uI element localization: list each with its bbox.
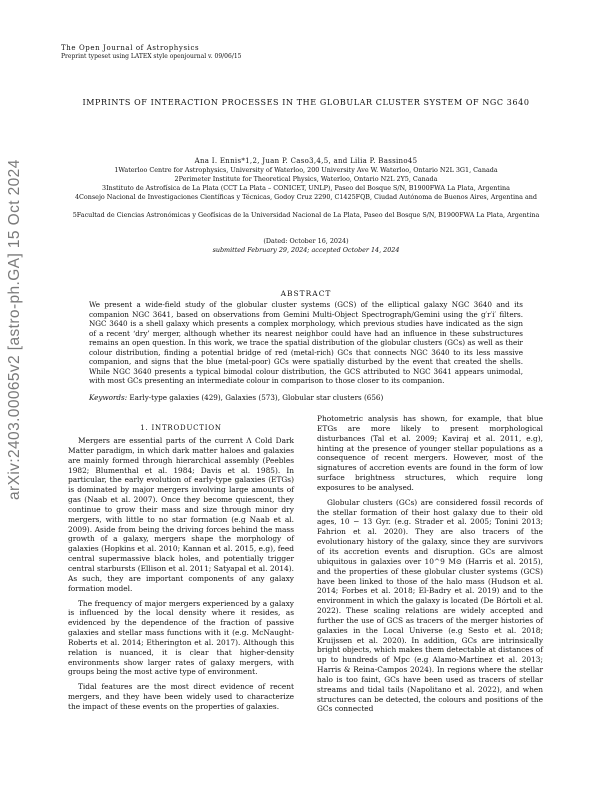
paragraph: Tidal features are the most direct evidence of recent mergers, and they have been widely used to characterize the impact of these events on the properties of galaxies. (68, 682, 294, 711)
abstract-heading: ABSTRACT (280, 289, 332, 298)
journal-name: The Open Journal of Astrophysics (61, 44, 200, 52)
section-heading-introduction: 1. INTRODUCTION (140, 424, 222, 432)
keywords-line (89, 393, 383, 402)
affiliation-5: 5Facultad de Ciencias Astronómicas y Geofísicas de la Universidad Nacional de La Plata, Paseo del Bosque S/N, B1900FWA La Plata, Argentina (72, 211, 540, 219)
left-column (68, 436, 294, 712)
submission-line: submitted February 29, 2024; accepted October 14, 2024 (212, 246, 400, 254)
paragraph: Photometric analysis has shown, for example, that blue ETGs are more likely to present morphological disturbances (Tal et al. 2009; Kaviraj et al. 2011, e.g), hinting at the presence of younger stellar populations as a consequence of recent mergers. However, most of the signatures of accretion events are found in the form of low surface brightness structures, which require long exposures to be analysed. (317, 414, 543, 492)
dated-line: (Dated: October 16, 2024) (263, 237, 349, 245)
paragraph: The frequency of major mergers experienced by a galaxy is influenced by the local density where it resides, as evidenced by the dependence of the fraction of passive galaxies and stellar mass functions with it (e.g. McNaught-Roberts et al. 2014; Etherington et al. 2017). Although this relation is nuanced, it is clear that higher-density environments show larger rates of galaxy mergers, with groups being the most active type of environment. (68, 598, 294, 677)
affiliation-2: 2Perimeter Institute for Theoretical Physics, Waterloo, Ontario N2L 2Y5, Canada (174, 175, 438, 183)
affiliation-1: 1Waterloo Centre for Astrophysics, University of Waterloo, 200 University Ave W. Waterloo, Ontario N2L 3G1, Canada (114, 166, 498, 174)
preprint-note: Preprint typeset using LATEX style openjournal v. 09/06/15 (61, 53, 242, 60)
abstract-body: We present a wide-field study of the globular cluster systems (GCS) of the elliptical galaxy NGC 3640 and its companion NGC 3641, based on observations from Gemini Multi-Object Spectrograph/Gemini using the g′r′i′ filters. NGC 3640 is a shell galaxy which presents a complex morphology, which previous studies have indicated as the sign of a recent ‘dry’ merger, although whether its nearest neighbor could have had an influence in these substructures remains an open question. In this work, we trace the spatial distribution of the globular clusters (GCs) as well as their colour distribution, finding a potential bridge of red (metal-rich) GCs that connects NGC 3640 to its less massive companion, and signs that the blue (metal-poor) GCs were spatially disturbed by the event that created the shells. While NGC 3640 presents a typical bimodal colour distribution, the GCS attributed to NGC 3641 appears unimodal, with most GCs presenting an intermediate colour in comparison to those closer to its companion. (89, 300, 523, 385)
author-list: Ana I. Ennis*1,2, Juan P. Caso3,4,5, and Lilia P. Bassino45 (194, 157, 418, 165)
paper-title: IMPRINTS OF INTERACTION PROCESSES IN THE GLOBULAR CLUSTER SYSTEM OF NGC 3640 (82, 98, 530, 107)
keywords-text: Early-type galaxies (429), Galaxies (573), Globular star clusters (656) (129, 393, 384, 402)
keywords-label: Keywords: (89, 393, 128, 402)
affiliation-3: 3Instituto de Astrofísica de La Plata (CCT La Plata – CONICET, UNLP), Paseo del Bosque S/N, B1900FWA La Plata, Argentina (102, 184, 510, 192)
paragraph: Globular clusters (GCs) are considered fossil records of the stellar formation of their host galaxy due to their old ages, 10 − 13 Gyr. (e.g. Strader et al. 2005; Tonini 2013; Fahrion et al. 2020). They are also tracers of the evolutionary history of the galaxy, since they are survivors of its accretion events and disruption. GCs are almost ubiquitous in galaxies over 10^9 M⊙ (Harris et al. 2015), and the properties of these globular cluster systems (GCS) have been linked to those of the halo mass (Hudson et al. 2014; Forbes et al. 2018; El-Badry et al. 2019) and to the environment in which the galaxy is located (De Bórtoli et al. 2022). These scaling relations are widely accepted and further the use of GCS as tracers of the merger histories of galaxies in the Local Universe (e.g Sesto et al. 2018; Kruijssen et al. 2020). In addition, GCs are intrinsically bright objects, which makes them detectable at distances of up to hundreds of Mpc (e.g Alamo-Martínez et al. 2013; Harris & Reina-Campos 2024). In regions where the stellar halo is too faint, GCs have been used as tracers of stellar streams and tidal tails (Napolitano et al. 2022), and when structures can be detected, the colours and positions of the GCs connected (317, 497, 543, 714)
paragraph: Mergers are essential parts of the current Λ Cold Dark Matter paradigm, in which dark matter haloes and galaxies are mainly formed through hierarchical assembly (Peebles 1982; Blumenthal et al. 1984; Davis et al. 1985). In particular, the early evolution of early-type galaxies (ETGs) is dominated by major mergers involving large amounts of gas (Naab et al. 2007). Once they become quiescent, they continue to grow their mass and size through minor dry mergers, with little to no star formation (e.g Naab et al. 2009). Aside from being the driving forces behind the mass growth of a galaxy, mergers shape the morphology of galaxies (Hopkins et al. 2010; Kannan et al. 2015, e.g), feed central supermassive black holes, and potentially trigger central starbursts (Ellison et al. 2011; Satyapal et al. 2014). As such, they are important components of any galaxy formation model. (68, 436, 294, 593)
right-column (317, 414, 543, 714)
arxiv-stamp[interactable]: arXiv:2403.00065v2 [astro-ph.GA] 15 Oct 2024 (6, 159, 23, 500)
affiliation-4: 4Consejo Nacional de Investigaciones Científicas y Técnicas, Godoy Cruz 2290, C1425FQB, Ciudad Autónoma de Buenos Aires, Argentina and (74, 193, 538, 201)
